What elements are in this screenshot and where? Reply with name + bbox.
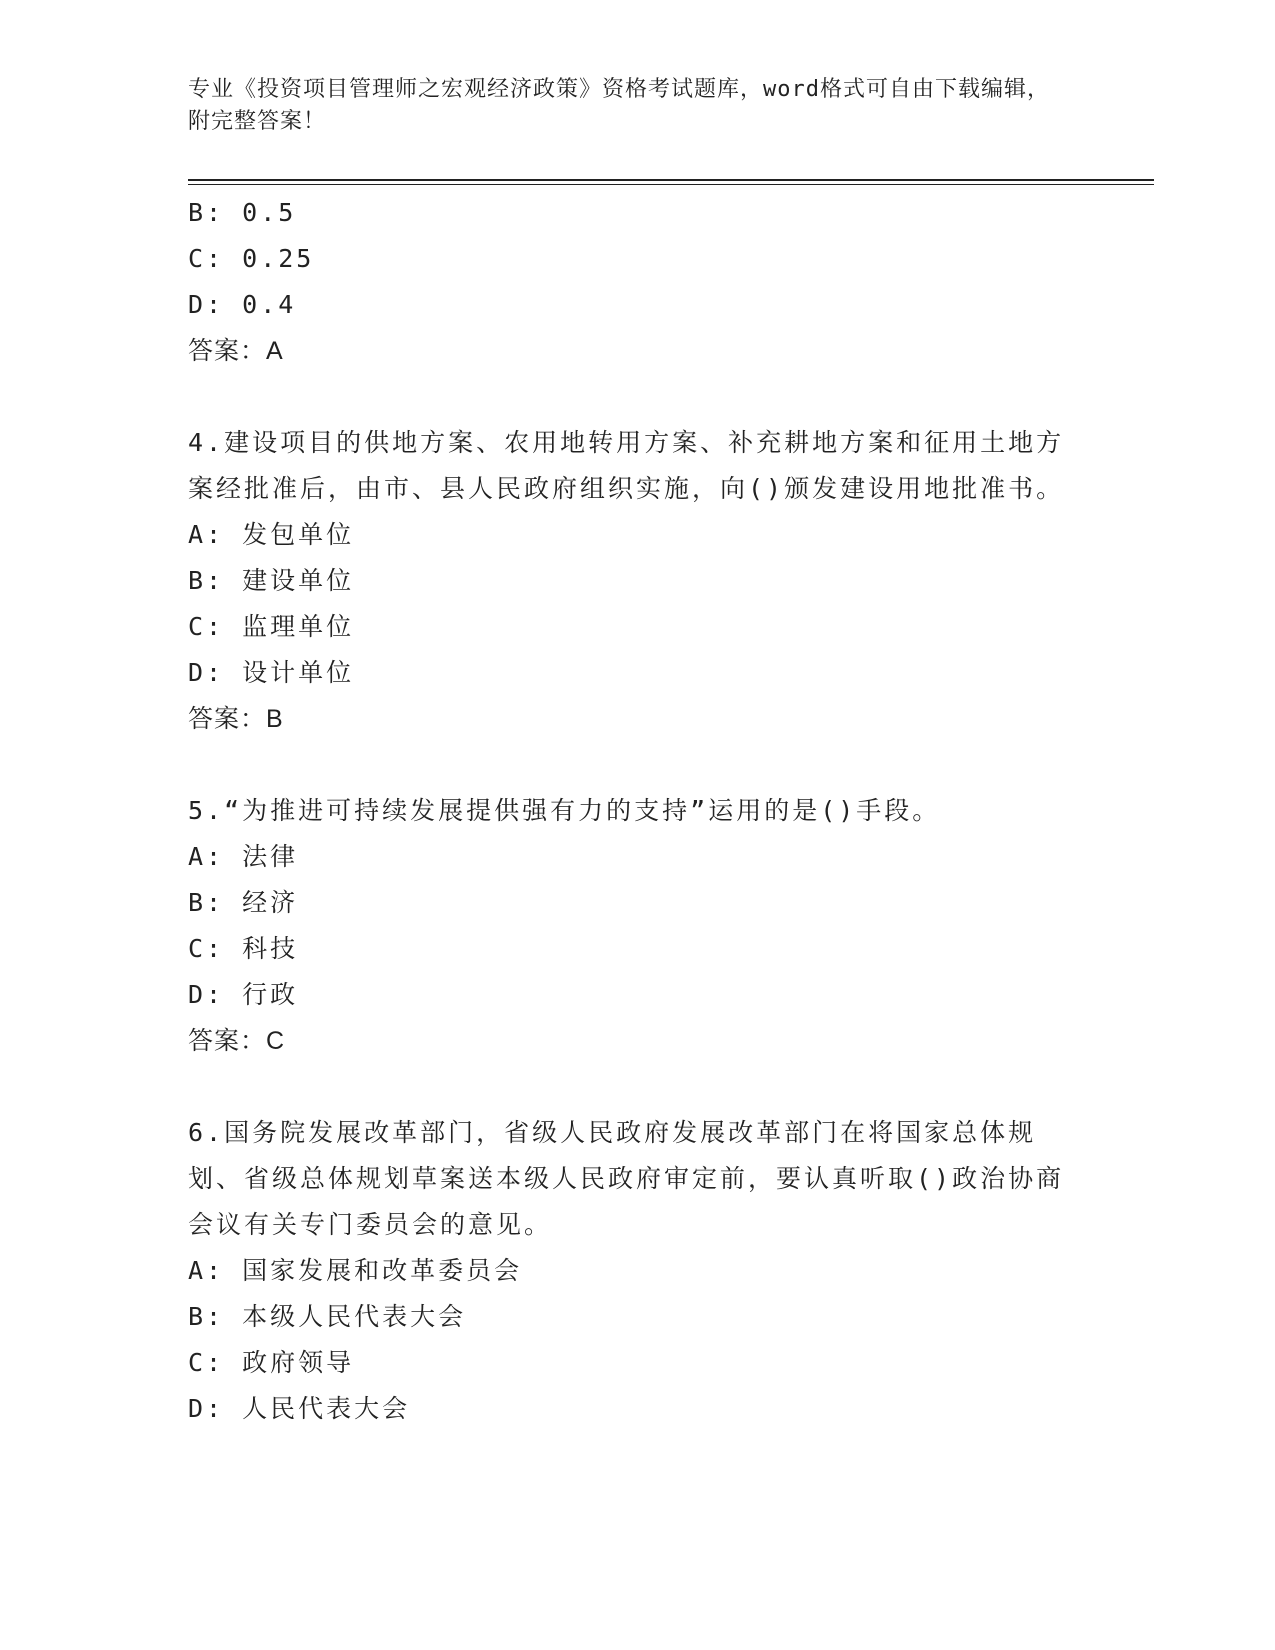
question-stem: 6.国务院发展改革部门，省级人民政府发展改革部门在将国家总体规划、省级总体规划草案送本级人民政府审定前，要认真听取()政治协商会议有关专门委员会的意见。 bbox=[188, 1118, 1065, 1239]
option-b: B: 0.5 bbox=[188, 198, 297, 227]
option-d: D: 0.4 bbox=[188, 290, 297, 319]
option-c: C: 0.25 bbox=[188, 244, 315, 273]
answer-line: 答案：C bbox=[188, 1027, 286, 1055]
option-a: A: 发包单位 bbox=[188, 520, 355, 549]
option-b: B: 本级人民代表大会 bbox=[188, 1302, 467, 1331]
option-b: B: 建设单位 bbox=[188, 566, 355, 595]
option-a: A: 国家发展和改革委员会 bbox=[188, 1256, 523, 1285]
question-5 bbox=[188, 788, 1068, 1064]
answer-line: 答案：A bbox=[188, 337, 284, 365]
option-d: D: 人民代表大会 bbox=[188, 1394, 411, 1423]
option-c: C: 政府领导 bbox=[188, 1348, 355, 1377]
header-divider-thin bbox=[188, 184, 1154, 185]
header-divider-thick bbox=[188, 179, 1154, 181]
question-3-tail bbox=[188, 190, 1068, 374]
option-b: B: 经济 bbox=[188, 888, 299, 917]
option-a: A: 法律 bbox=[188, 842, 299, 871]
option-d: D: 设计单位 bbox=[188, 658, 355, 687]
question-stem: 5.“为推进可持续发展提供强有力的支持”运用的是()手段。 bbox=[188, 796, 941, 825]
question-6 bbox=[188, 1110, 1068, 1432]
document-header: 专业《投资项目管理师之宏观经济政策》资格考试题库，word格式可自由下载编辑，附完整答案！ bbox=[188, 77, 1050, 134]
question-list bbox=[188, 190, 1068, 1432]
question-4 bbox=[188, 420, 1068, 742]
question-stem: 4.建设项目的供地方案、农用地转用方案、补充耕地方案和征用土地方案经批准后，由市、县人民政府组织实施，向()颁发建设用地批准书。 bbox=[188, 428, 1065, 503]
option-c: C: 科技 bbox=[188, 934, 299, 963]
option-d: D: 行政 bbox=[188, 980, 299, 1009]
option-c: C: 监理单位 bbox=[188, 612, 355, 641]
answer-line: 答案：B bbox=[188, 705, 284, 733]
